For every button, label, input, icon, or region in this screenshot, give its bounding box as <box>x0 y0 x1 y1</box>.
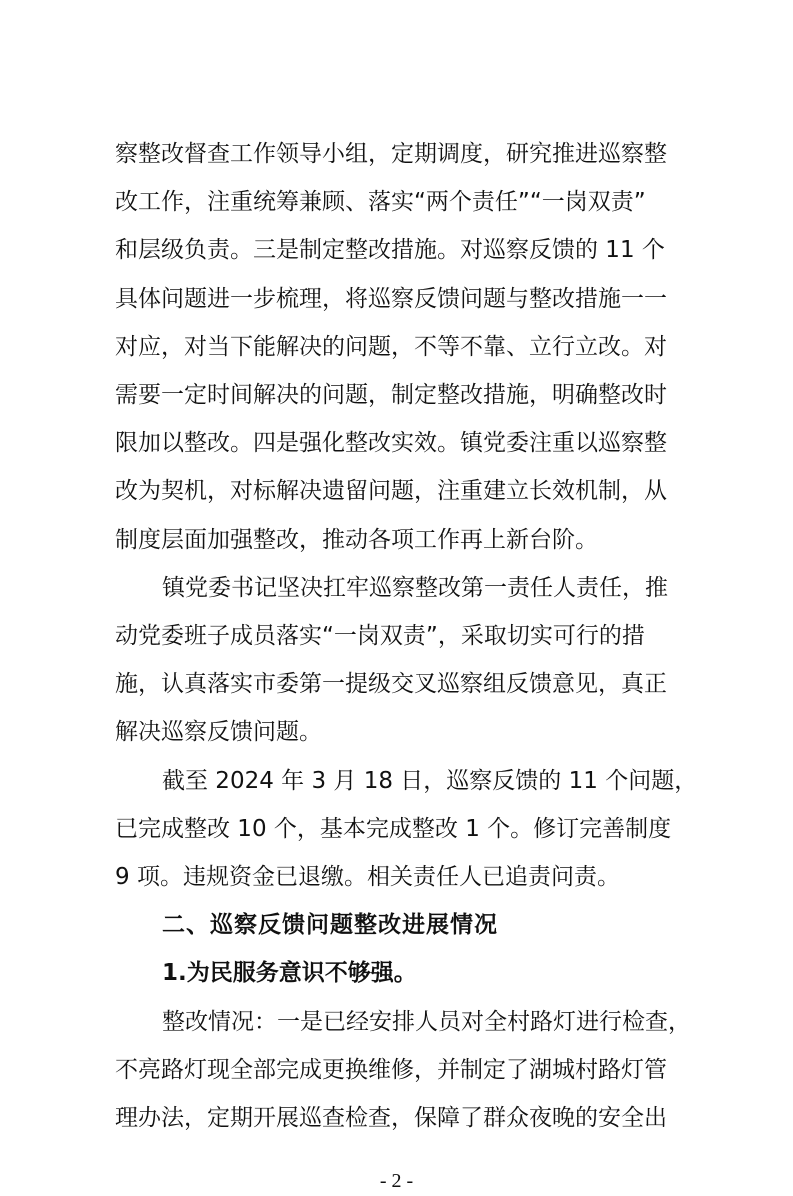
body-text-line: 9 项。违规资金已退缴。相关责任人已追责问责。 <box>115 864 620 890</box>
subsection-heading: 1.为民服务意识不够强。 <box>162 960 417 986</box>
body-text-line: 需要一定时间解决的问题，制定整改措施，明确整改时 <box>115 382 667 408</box>
body-text-line: 已完成整改 10 个，基本完成整改 1 个。修订完善制度 <box>115 816 672 842</box>
body-text-line: 不亮路灯现全部完成更换维修，并制定了湖城村路灯管 <box>115 1057 667 1083</box>
body-text-line: 改工作，注重统筹兼顾、落实“两个责任”“一岗双责” <box>115 189 646 215</box>
body-text-line: 理办法，定期开展巡查检查，保障了群众夜晚的安全出 <box>115 1105 667 1131</box>
paragraph-first-line: 镇党委书记坚决扛牢巡察整改第一责任人责任，推 <box>162 575 668 601</box>
body-text-line: 限加以整改。四是强化整改实效。镇党委注重以巡察整 <box>115 430 667 456</box>
body-text-line: 和层级负责。三是制定整改措施。对巡察反馈的 11 个 <box>115 237 665 263</box>
body-text-line: 制度层面加强整改，推动各项工作再上新台阶。 <box>115 527 598 553</box>
body-text-line: 改为契机，对标解决遗留问题，注重建立长效机制，从 <box>115 478 667 504</box>
body-text-line: 动党委班子成员落实“一岗双责”，采取切实可行的措 <box>115 623 645 649</box>
body-text-line: 具体问题进一步梳理，将巡察反馈问题与整改措施一一 <box>115 286 667 312</box>
page-number: - 2 - <box>379 1170 414 1192</box>
paragraph-first-line: 整改情况：一是已经安排人员对全村路灯进行检查， <box>162 1009 691 1035</box>
body-text-line: 施，认真落实市委第一提级交叉巡察组反馈意见，真正 <box>115 671 667 697</box>
section-heading: 二、巡察反馈问题整改进展情况 <box>162 912 498 938</box>
body-text-line: 察整改督查工作领导小组，定期调度，研究推进巡察整 <box>115 141 667 167</box>
body-text-line: 对应，对当下能解决的问题，不等不靠、立行立改。对 <box>115 334 667 360</box>
body-text-line: 解决巡察反馈问题。 <box>115 719 322 745</box>
paragraph-first-line: 截至 2024 年 3 月 18 日，巡察反馈的 11 个问题， <box>162 768 698 794</box>
